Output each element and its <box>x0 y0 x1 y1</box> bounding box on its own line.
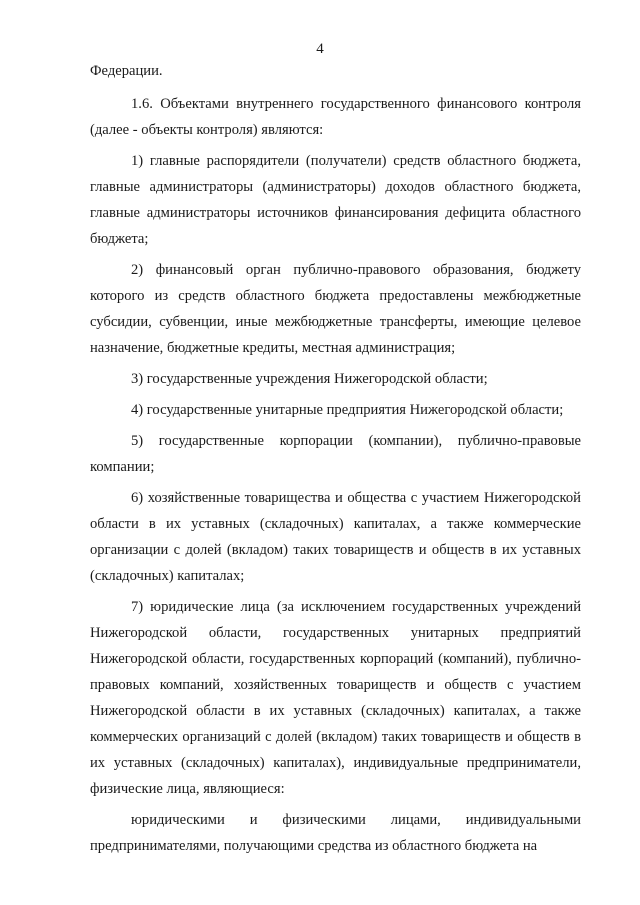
paragraph-item-3: 3) государственные учреждения Нижегородской области; <box>131 371 488 387</box>
page-number: 4 <box>316 41 324 57</box>
paragraph-item-2: 2) финансовый орган публично-правового образования, бюджету которого из средств областного бюджета предоставлены межбюджетные субсидии, субвенции, иные межбюджетные трансферты, имеющие целевое назначение, бюджетные кредиты, местная администрация; <box>90 262 581 356</box>
paragraph-item-7: 7) юридические лица (за исключением государственных учреждений Нижегородской области, государственных унитарных предприятий Нижегородской области, государственных корпораций (компаний), публично-правовых компаний, хозяйственных товариществ и обществ с участием Нижегородской области в их уставных (складочных) капиталах, а также коммерческих организаций с долей (вкладом) таких товариществ и обществ в их уставных (складочных) капиталах), индивидуальные предприниматели, физические лица, являющиеся: <box>90 599 581 797</box>
paragraph-item-1: 1) главные распорядители (получатели) средств областного бюджета, главные администраторы (администраторы) доходов областного бюджета, главные администраторы источников финансирования дефицита областного бюджета; <box>90 153 581 247</box>
paragraph-subitem: юридическими и физическими лицами, индивидуальными предпринимателями, получающими средства из областного бюджета на <box>90 812 581 854</box>
document-body <box>90 58 581 859</box>
paragraph-item-5: 5) государственные корпорации (компании), публично-правовые компании; <box>90 433 581 475</box>
paragraph-item-4: 4) государственные унитарные предприятия Нижегородской области; <box>131 402 564 418</box>
paragraph-item-6: 6) хозяйственные товарищества и общества с участием Нижегородской области в их уставных (складочных) капиталах, а также коммерческие организации с долей (вкладом) таких товариществ и обществ в их уставных (складочных) капиталах; <box>90 490 581 584</box>
paragraph-continuation: Федерации. <box>90 63 163 79</box>
paragraph-1-6: 1.6. Объектами внутреннего государственного финансового контроля (далее - объекты контроля) являются: <box>90 96 581 138</box>
